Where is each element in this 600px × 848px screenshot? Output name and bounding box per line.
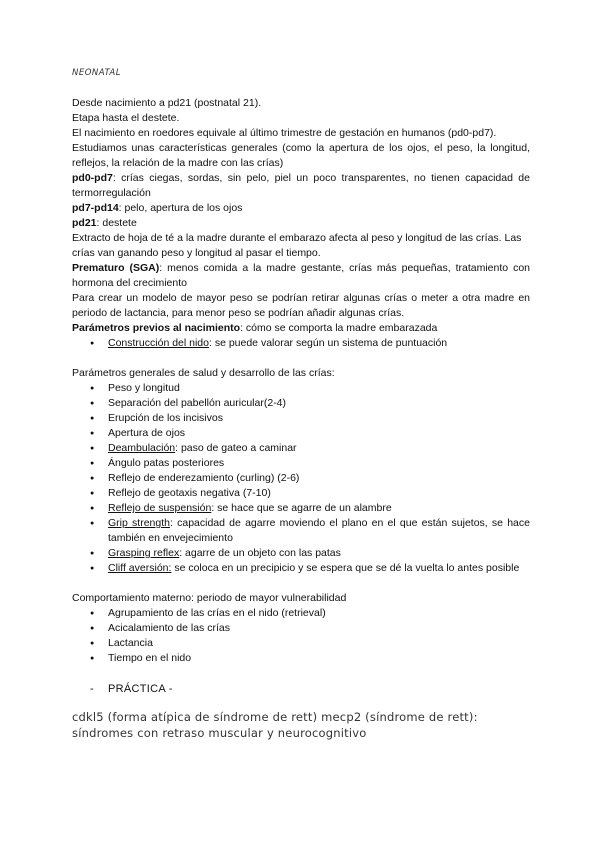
paragraph: El nacimiento en roedores equivale al último trimestre de gestación en humanos (pd0-pd7). [72,127,497,139]
paragraph [72,321,530,336]
list-item: ● Construcción del nido: se puede valorar según un sistema de puntuación [108,336,530,351]
term-text: : cómo se comporta la madre embarazada [240,322,438,334]
term-label: Parámetros previos al nacimiento [72,322,241,334]
list-item: ● Reflejo de geotaxis negativa (7-10) [108,486,530,501]
practica-heading [90,682,530,697]
list-item: ● Reflejo de suspensión: se hace que se agarre de un alambre [108,501,530,516]
term-label: pd0-pd7 [72,172,113,184]
term-text: : pelo, apertura de los ojos [118,202,243,214]
term-text: : destete [96,217,137,229]
paragraph [72,216,530,231]
list-item: ● Deambulación: paso de gateo a caminar [108,441,530,456]
paragraph: Desde nacimiento a pd21 (postnatal 21). [72,97,262,109]
list-item: ● Grip strength: capacidad de agarre moviendo el plano en el que están sujetos, se hace también en envejecimiento [108,516,530,546]
term-text: : menos comida a la madre gestante, crías más pequeñas, tratamiento con hormona del crecimiento [72,262,530,289]
list-item: ● Erupción de los incisivos [108,411,530,426]
document-page [72,68,530,741]
list-item: ● Grasping reflex: agarre de un objeto con las patas [108,546,530,561]
term-label: Prematuro (SGA) [72,262,160,274]
list-item: ● Agrupamiento de las crías en el nido (retrieval) [108,606,530,621]
list-item: ● Ángulo patas posteriores [108,456,530,471]
term-label: pd21 [72,217,97,229]
list-item: ● Lactancia [108,636,530,651]
term-underlined: Deambulación [108,442,176,454]
list-item: ● Apertura de ojos [108,426,530,441]
list-item: ● Reflejo de enderezamiento (curling) (2-6) [108,471,530,486]
term-underlined: Grip strength [108,517,170,529]
term-underlined: Cliff aversión: [108,562,172,574]
list-item: ● Acicalamiento de las crías [108,621,530,636]
list-item: ● Peso y longitud [108,381,530,396]
term-text: : crías ciegas, sordas, sin pelo, piel un poco transparentes, no tienen capacidad de termorregulación [72,172,530,199]
section-title: Comportamiento materno: periodo de mayor vulnerabilidad [72,592,347,604]
list-item: ● Tiempo en el nido [108,651,530,666]
final-note: cdkl5 (forma atípica de síndrome de rett) mecp2 (síndrome de rett): síndromes con retraso muscular y neurocognitivo [72,710,478,740]
paragraph: Para crear un modelo de mayor peso se podrían retirar algunas crías o meter a otra madre en periodo de lactancia, para menor peso se podrían añadir algunas crías. [72,292,530,319]
paragraph [72,261,530,291]
section-heading: NEONATAL [72,68,121,78]
term-underlined: Construcción del nido [108,337,209,349]
bullet-list [72,381,530,576]
bullet-list [72,336,530,351]
bullet-list [72,606,530,666]
list-item: ● Cliff aversión: se coloca en un precipicio y se espera que se dé la vuelta lo antes posible [108,561,530,576]
paragraph [72,201,530,216]
term-label: pd7-pd14 [72,202,119,214]
term-underlined: Grasping reflex [108,547,180,559]
section-title: Parámetros generales de salud y desarrollo de las crías: [72,367,335,379]
paragraph [72,171,530,201]
paragraph: Estudiamos unas características generales (como la apertura de los ojos, el peso, la longitud, reflejos, la relación de la madre con las crías) [72,142,530,169]
paragraph: Extracto de hoja de té a la madre durante el embarazo afecta al peso y longitud de las crías. Las crías van ganando peso y longitud al pasar el tiempo. [72,232,522,259]
paragraph: Etapa hasta el destete. [72,112,180,124]
term-underlined: Reflejo de suspensión [108,502,212,514]
list-item: ● Separación del pabellón auricular(2-4) [108,396,530,411]
dash-marker: - [90,683,94,695]
practica-label: PRÁCTICA - [108,683,173,695]
